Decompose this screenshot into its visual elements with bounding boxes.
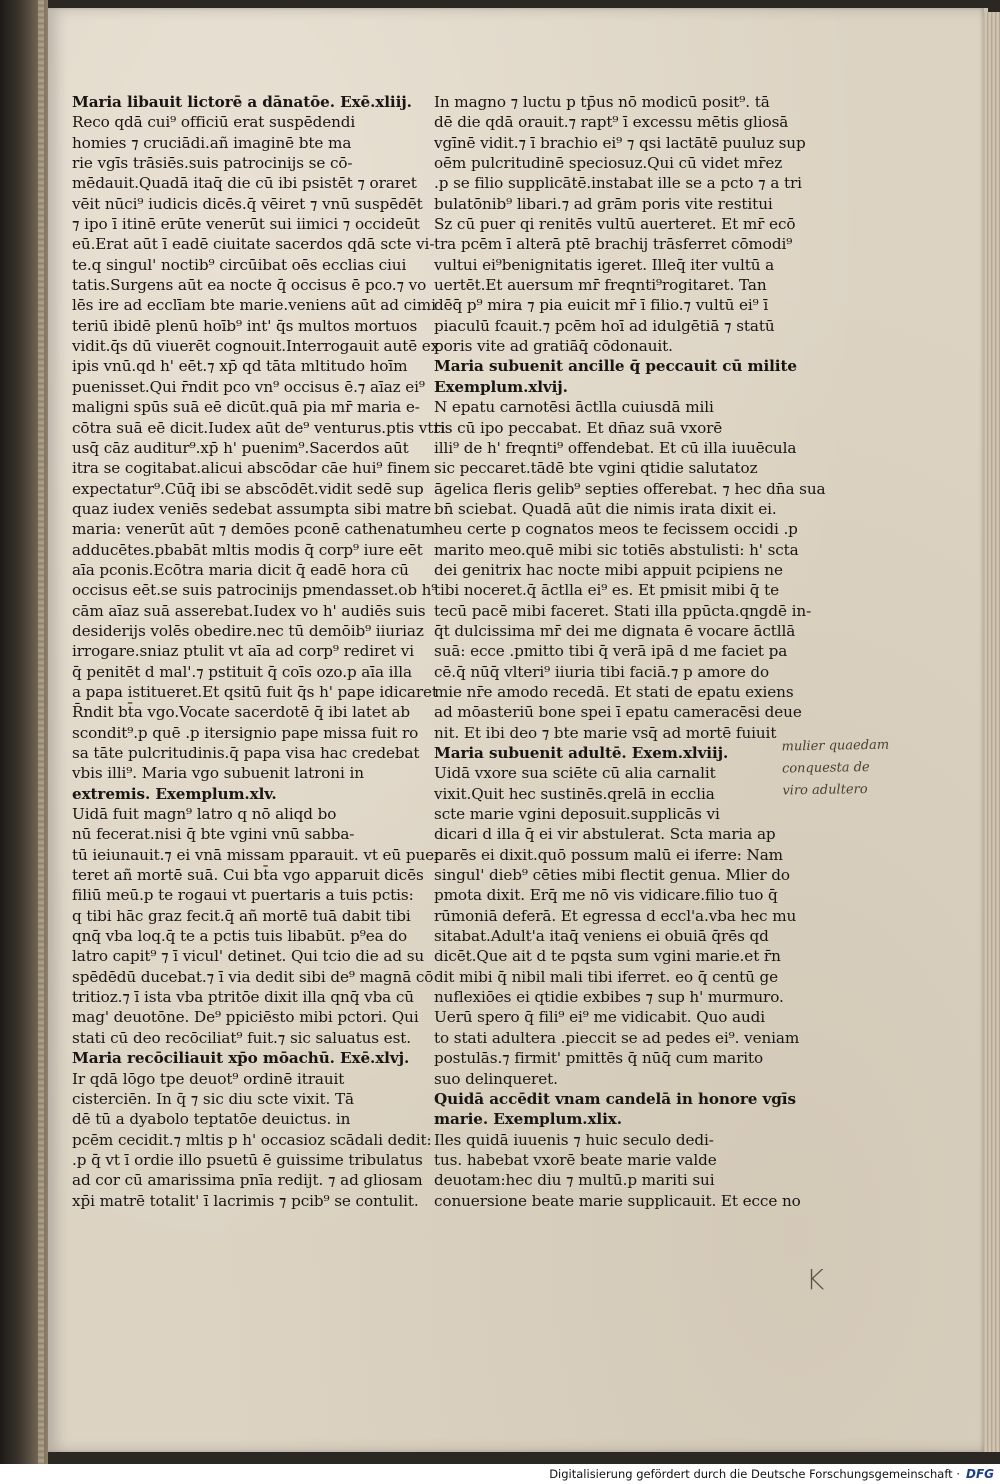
text-line: marito meo.quē mibi sic totiēs abstulisti: h' scta	[434, 540, 799, 559]
text-line: ⁊ ipo ī itinē erūte venerūt sui iimici ⁊ occideūt	[72, 215, 420, 234]
text-line: nit. Et ibi deo ⁊ bte marie vsq̄ ad mortē fuiuit	[434, 723, 777, 742]
text-line: teriū ibidē plenū hoīb⁹ int' q̄s multos mortuos	[72, 316, 418, 335]
text-line: q̄ penitēt d mal'.⁊ pstituit q̄ coīs ozo.p aīa illa	[72, 662, 412, 681]
text-line: vixit.Quit hec sustinēs.qrelā in ecclia	[434, 784, 715, 803]
text-line: Uerū spero q̄ fili⁹ ei⁹ me vidicabit. Quo audi	[434, 1008, 766, 1027]
text-line: tritioz.⁊ ī ista vba ptritōe dixit illa qnq̄ vba cū	[72, 988, 414, 1007]
text-line: a papa istitueret.Et qsitū fuit q̄s h' pape idicaret	[72, 682, 438, 701]
chapter-heading-line: Exemplum.xlvij.	[434, 377, 568, 396]
text-line: dei genitrix hac nocte mibi appuit pcipiens ne	[434, 560, 783, 579]
digitization-footer	[0, 1464, 1000, 1484]
text-line: te.q singul' noctib⁹ circūibat oēs ecclias ciui	[72, 255, 407, 274]
text-line: dē die qdā orauit.⁊ rapt⁹ ī excessu mētis gliosā	[434, 113, 789, 132]
text-line: expectatur⁹.Cūq̄ ibi se abscōdēt.vidit sedē sup	[72, 479, 424, 498]
text-line: postulās.⁊ firmit' pmittēs q̄ nūq̄ cum marito	[434, 1049, 764, 1068]
text-line: pcēm cecidit.⁊ mltis p h' occasioz scādali dedit:	[72, 1130, 432, 1149]
text-line: tibi noceret.q̄ āctlla ei⁹ es. Et pmisit mibi q̄ te	[434, 581, 779, 600]
marginal-handwritten-note	[781, 734, 952, 803]
chapter-heading-line: extremis. Exemplum.xlv.	[72, 784, 277, 803]
left-text-column	[72, 92, 468, 1211]
text-line: mēdauit.Quadā itaq̄ die cū ibi psistēt ⁊ oraret	[72, 174, 417, 193]
text-line: Uidā fuit magn⁹ latro q nō aliqd bo	[72, 805, 337, 824]
text-line: suo delinqueret.	[434, 1069, 558, 1088]
text-line: ad cor cū amarissima pnīa redijt. ⁊ ad gliosam	[72, 1171, 423, 1190]
text-line: parēs ei dixit.quō possum malū ei iferre: Nam	[434, 845, 783, 864]
text-line: cōtra suā eē dicit.Iudex aūt de⁹ venturus.ptis vtri	[72, 418, 446, 437]
text-line: nuflexiōes ei qtidie exbibes ⁊ sup h' murmuro.	[434, 988, 784, 1007]
text-line: occisus eēt.se suis patrocinijs pmendasset.ob h⁹	[72, 581, 438, 600]
binding-page-edges	[38, 0, 44, 1464]
text-line: Uidā vxore sua sciēte cū alia carnalit	[434, 764, 716, 783]
text-line: adducētes.pbabāt mltis modis q̄ corp⁹ iure eēt	[72, 540, 423, 559]
dfg-logo: DFG	[965, 1467, 994, 1481]
chapter-heading-line: marie. Exemplum.xlix.	[434, 1110, 622, 1129]
text-line: āgelica fleris gelib⁹ septies offerebat. ⁊ hec dn̄a sua	[434, 479, 826, 498]
text-line: poris vite ad gratiāq̄ cōdonauit.	[434, 337, 673, 356]
text-line: qnq̄ vba loq.q̄ te a pctis tuis libabūt. p⁹ea do	[72, 927, 408, 946]
text-line: latro capit⁹ ⁊ ī vicul' detinet. Qui tcio die ad su	[72, 947, 425, 966]
footer-credit-text: Digitalisierung gefördert durch die Deutsche Forschungsgemeinschaft ·	[549, 1467, 960, 1481]
marginal-note-line: viro adultero	[782, 781, 868, 799]
text-line: dē tū a dyabolo teptatōe deuictus. in	[72, 1110, 351, 1129]
text-line: rie vgīs trāsiēs.suis patrocinijs se cō-	[72, 154, 353, 173]
text-line: mag' deuotōne. De⁹ ppiciēsto mibi pctori. Qui	[72, 1008, 419, 1027]
chapter-heading-line: Maria recōciliauit xp̄o mōachū. Exē.xlvj.	[72, 1049, 410, 1068]
chapter-heading-line: Maria libauit lictorē a dānatōe. Exē.xliij.	[72, 93, 412, 111]
text-line: quaz iudex veniēs sedebat assumpta sibi matre	[72, 499, 432, 518]
text-line: suā: ecce .pmitto tibi q̄ verā ipā d me faciet pa	[434, 642, 788, 661]
text-line: Sz cū puer qi renitēs vultū auerteret. Et mr̄ ecō	[434, 215, 796, 234]
chapter-heading-line: Quidā accēdit vnam candelā in honore vgīs	[434, 1089, 796, 1108]
text-line: homies ⁊ cruciādi.añ imaginē bte ma	[72, 133, 352, 152]
text-line: Reco qdā cui⁹ officiū erat suspēdendi	[72, 113, 356, 132]
text-line: to stati adultera .pieccit se ad pedes ei⁹. veniam	[434, 1028, 800, 1047]
text-line: piaculū fcauit.⁊ pcēm hoī ad idulgētiā ⁊ statū	[434, 316, 775, 335]
text-line: maria: venerūt aūt ⁊ demōes pconē cathenatum	[72, 520, 436, 539]
text-line: uertēt.Et auersum mr̄ freqnti⁹rogitaret. Tan	[434, 276, 767, 295]
text-line: conuersione beate marie supplicauit. Et ecce no	[434, 1191, 801, 1210]
text-line: bulatōnib⁹ libari.⁊ ad grām poris vite restitui	[434, 194, 773, 213]
text-line: cē.q̄ nūq̄ vlteri⁹ iiuria tibi faciā.⁊ p amore do	[434, 662, 770, 681]
text-line: puenisset.Qui r̄ndit pco vn⁹ occisus ē.⁊ aīaz ei⁹	[72, 377, 425, 396]
text-line: lēs ire ad ecclīam bte marie.veniens aūt ad cimi	[72, 296, 436, 315]
text-line: ipis vnū.qd h' eēt.⁊ xp̄ qd tāta mltitudo hoīm	[72, 357, 408, 376]
text-line: ad mōasteriū bone spei ī epatu cameracēsi deue	[434, 703, 802, 722]
text-line: scondit⁹.p quē .p itersignio pape missa fuit ro	[72, 723, 419, 742]
text-line: rūmoniā deferā. Et egressa d eccl'a.vba hec mu	[434, 906, 797, 925]
text-line: xp̄i matrē totalit' ī lacrimis ⁊ pcib⁹ se contulit.	[72, 1191, 419, 1210]
text-line: dēq̄ p⁹ mira ⁊ pia euicit mr̄ ī filio.⁊ vultū ei⁹ ī	[434, 296, 769, 315]
text-line: pmota dixit. Erq̄ me nō vis vidicare.filio tuo q̄	[434, 886, 778, 905]
text-line: spēdēdū ducebat.⁊ ī via dedit sibi de⁹ magnā cō	[72, 967, 434, 986]
text-line: vēit nūci⁹ iudicis dicēs.q̄ vēiret ⁊ vnū suspēdēt	[72, 194, 423, 213]
text-line: maligni spūs suā eē dicūt.quā pia mr̄ maria e-	[72, 398, 420, 417]
text-line: vgīnē vidit.⁊ ī brachio ei⁹ ⁊ qsi lactātē puuluz sup	[434, 133, 806, 152]
folio-mark: K	[806, 1263, 825, 1296]
text-line: eū.Erat aūt ī eadē ciuitate sacerdos qdā scte vi-	[72, 235, 435, 254]
text-line: stati cū deo recōciliat⁹ fuit.⁊ sic saluatus est.	[72, 1028, 411, 1047]
book-binding	[0, 0, 48, 1464]
text-line: usq̄ cāz auditur⁹.xp̄ h' puenim⁹.Sacerdos aūt	[72, 438, 409, 457]
text-line: Iles quidā iuuenis ⁊ huic seculo dedi-	[434, 1130, 714, 1149]
text-line: Ir qdā lōgo tpe deuot⁹ ordinē itrauit	[72, 1069, 345, 1088]
page-stack-edge	[984, 12, 1000, 1452]
right-text-column	[434, 92, 824, 1211]
text-line: dicēt.Que ait d te pqsta sum vgini marie.et r̄n	[434, 947, 781, 966]
text-line: teret añ mortē suā. Cui bt̄a vgo apparuit dicēs	[72, 866, 424, 885]
text-line: tecū pacē mibi faceret. Stati illa ppūcta.qngdē in-	[434, 601, 812, 620]
text-line: tra pcēm ī alterā ptē brachij trāsferret cōmodi⁹	[434, 235, 793, 254]
text-line: sa tāte pulcritudinis.q̄ papa visa hac credebat	[72, 744, 420, 762]
marginal-note-line: conquesta de	[781, 759, 870, 777]
text-line: vidit.q̄s dū viuerēt cognouit.Interrogauit autē ex	[72, 337, 440, 356]
text-line: deuotam:hec diu ⁊ multū.p mariti sui	[434, 1171, 715, 1190]
text-line: scte marie vgini deposuit.supplicās vi	[434, 805, 720, 824]
text-line: nū fecerat.nisi q̄ bte vgini vnū sabba-	[72, 825, 355, 844]
text-line: tū ieiunauit.⁊ ei vnā missam pparauit. vt eū puer	[72, 845, 442, 864]
text-line: heu certe p cognatos meos te fecissem occidi .p	[434, 520, 798, 539]
text-line: sitabat.Adult'a itaq̄ veniens ei obuiā q̄rēs qd	[434, 927, 769, 946]
chapter-heading-line: Maria subuenit ancille q̄ peccauit cū milite	[434, 357, 797, 376]
text-line: .p q̄ vt ī ordie illo psuetū ē guissime tribulatus	[72, 1150, 423, 1169]
text-line: vbis illi⁹. Maria vgo subuenit latroni in	[72, 764, 364, 783]
text-line: desiderijs volēs obedire.nec tū demōib⁹ iiuriaz	[72, 621, 424, 640]
text-line: tus. habebat vxorē beate marie valde	[434, 1150, 717, 1169]
text-line: dit mibi q̄ nibil mali tibi iferret. eo q̄ centū ge	[434, 967, 779, 986]
text-line: q̄t dulcissima mr̄ dei me dignata ē vocare āctllā	[434, 621, 796, 640]
text-line: itra se cogitabat.alicui abscōdar cāe hui⁹ finem	[72, 459, 431, 478]
text-line: tis cū ipo peccabat. Et dn̄az suā vxorē	[434, 418, 723, 437]
text-line: sic peccaret.tādē bte vgini qtidie salutatoz	[434, 459, 758, 478]
text-line: filiū meū.p te rogaui vt puertaris a tuis pctis:	[72, 886, 414, 905]
text-line: oēm pulcritudinē speciosuz.Qui cū videt mr̄ez	[434, 154, 783, 173]
text-line: mie nr̄e amodo recedā. Et stati de epatu exiens	[434, 682, 794, 701]
text-line: bn̄ sciebat. Quadā aūt die nimis irata dixit ei.	[434, 499, 777, 518]
text-line: .p se filio supplicātē.instabat ille se a pcto ⁊ a tri	[434, 174, 802, 193]
text-line: N epatu carnotēsi āctlla cuiusdā mili	[434, 398, 714, 417]
text-line: cām aīaz suā asserebat.Iudex vo h' audiēs suis	[72, 601, 426, 620]
text-line: aīa pconis.Ecōtra maria dicit q̄ eadē hora cū	[72, 560, 409, 579]
text-line: q tibi hāc graz fecit.q̄ añ mortē tuā dabit tibi	[72, 906, 411, 925]
text-line: irrogare.sniaz ptulit vt aīa ad corp⁹ rediret vi	[72, 642, 415, 661]
text-line: In magno ⁊ luctu p tp̄us nō modicū posit⁹. tā	[434, 93, 770, 111]
text-line: R̄ndit bt̄a vgo.Vocate sacerdotē q̄ ibi latet ab	[72, 703, 411, 722]
chapter-heading-line: Maria subuenit adultē. Exem.xlviij.	[434, 744, 729, 762]
text-line: cisterciēn. In q̄ ⁊ sic diu scte vixit. Tā	[72, 1089, 354, 1108]
text-line: vultui ei⁹benignitatis igeret. Illeq̄ iter vultū a	[434, 255, 775, 274]
marginal-note-line: mulier quaedam	[781, 737, 890, 755]
text-line: illi⁹ de h' freqnti⁹ offendebat. Et cū illa iuuēcula	[434, 438, 797, 457]
text-line: singul' dieb⁹ cēties mibi flectit genua. Mlier do	[434, 866, 790, 885]
text-line: dicari d illa q̄ ei vir abstulerat. Scta maria ap	[434, 825, 776, 844]
text-line: tatis.Surgens aūt ea nocte q̄ occisus ē pco.⁊ vo	[72, 276, 427, 295]
